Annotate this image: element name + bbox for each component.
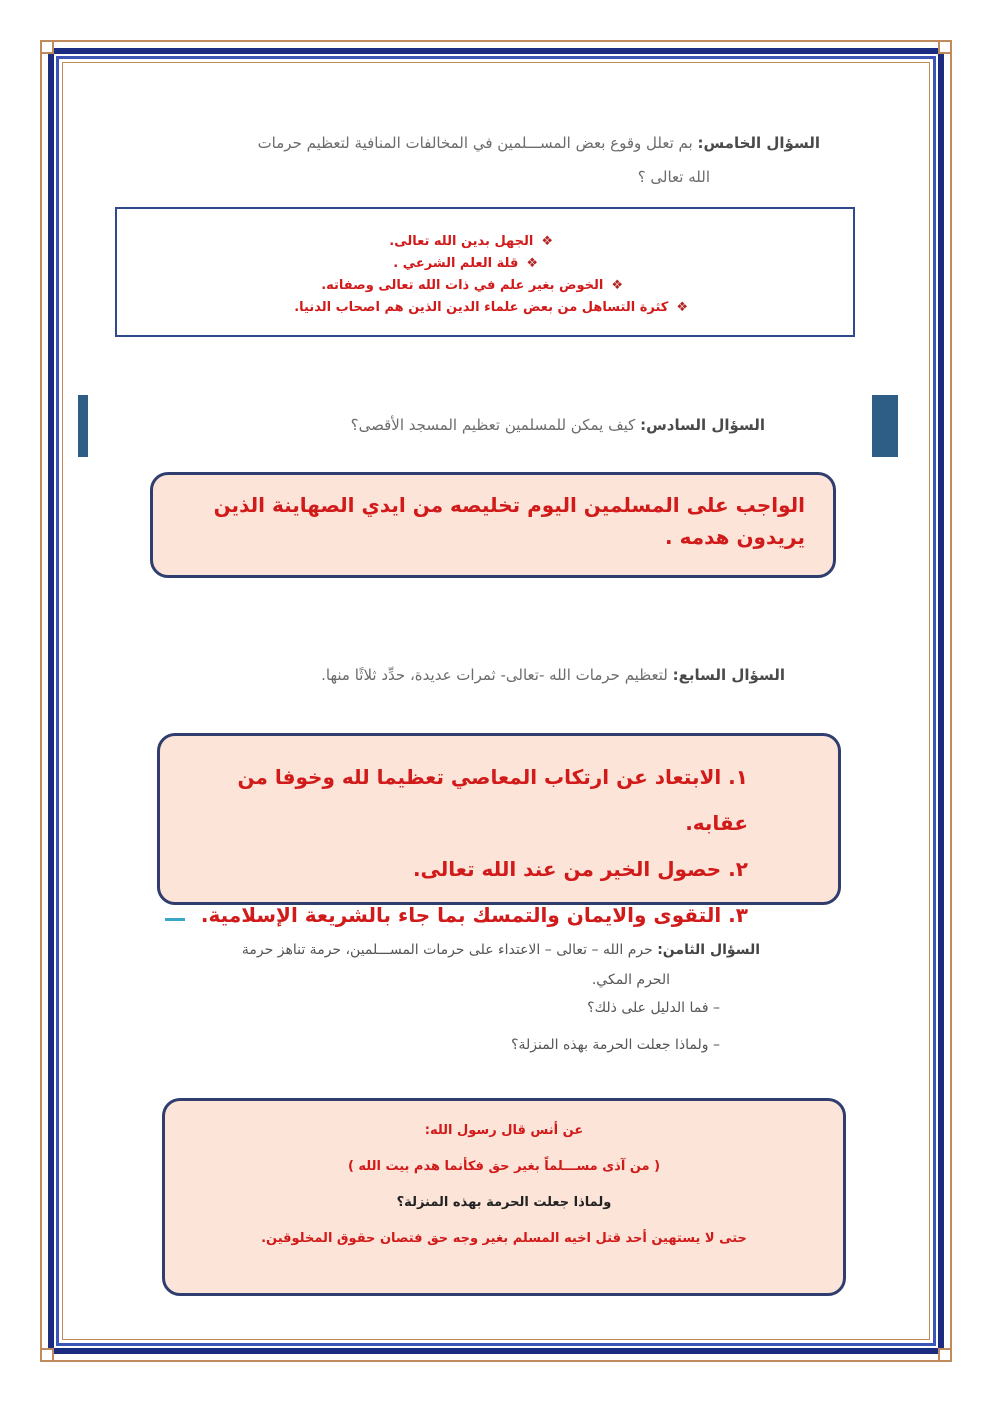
bullet-icon: ❖ (676, 300, 688, 315)
bullet-icon: ❖ (611, 278, 623, 293)
accent-line (165, 918, 185, 921)
q6-title-label: السؤال السادس: (640, 416, 765, 434)
q7-title-label: السؤال السابع: (672, 666, 785, 684)
list-item: ٣. التقوى والايمان والتمسك بما جاء بالشريعة الإسلامية. (200, 903, 748, 927)
q7-title (240, 658, 785, 692)
q5-title-label: السؤال الخامس: (697, 134, 820, 152)
q8-title (200, 935, 760, 995)
q6-answer: الواجب على المسلمين اليوم تخليصه من ايدي الصهاينة الذين يريدون هدمه . (213, 493, 805, 549)
list-item: ❖الجهل بدين الله تعالى. (389, 234, 553, 249)
q8-answer-line-2: ( من آذى مســـلماً بغير حق فكأنما هدم بيت الله ) (347, 1159, 661, 1174)
list-item: ❖الخوض بغير علم في ذات الله تعالى وصفاته. (321, 278, 623, 293)
q5-answer-box (115, 207, 855, 337)
list-item: ١. الابتعاد عن ارتكاب المعاصي تعظيما لله وخوفا من عقابه. (237, 765, 748, 835)
q5-title-text: بم تعلل وقوع بعض المســـلمين في المخالفات المنافية لتعظيم حرمات (257, 134, 693, 152)
list-item: ❖قلة العلم الشرعي . (393, 256, 538, 271)
decorative-bar-right (872, 395, 898, 457)
q8-title-label: السؤال الثامن: (657, 942, 760, 958)
q8-sub-question-1: – فما الدليل على ذلك؟ (587, 1000, 720, 1016)
q5-title (200, 126, 820, 194)
q6-answer-box (150, 472, 836, 578)
q7-title-text: لتعظيم حرمات الله -تعالى- ثمرات عديدة، حدِّد ثلاثًا منها. (321, 666, 668, 684)
list-item: ٢. حصول الخير من عند الله تعالى. (412, 857, 748, 881)
q8-title-text-2: الحرم المكي. (591, 972, 670, 988)
q5-title-text-2: الله تعالى ؟ (637, 168, 710, 186)
decorative-bar-left (78, 395, 88, 457)
corner-ornament (40, 40, 54, 54)
corner-ornament (938, 40, 952, 54)
q6-title (300, 408, 765, 442)
bullet-icon: ❖ (526, 256, 538, 271)
q8-sub-question-2: – ولماذا جعلت الحرمة بهذه المنزلة؟ (511, 1037, 720, 1053)
q8-title-text: حرم الله – تعالى – الاعتداء على حرمات المســـلمين، حرمة تناهز حرمة (241, 942, 653, 958)
q8-answer-line-1: عن أنس قال رسول الله: (424, 1123, 584, 1138)
list-item: ❖كثرة التساهل من بعض علماء الدين الذين هم اصحاب الدنيا. (294, 300, 688, 315)
q8-answer-line-3: ولماذا جعلت الحرمة بهذه المنزلة؟ (396, 1195, 612, 1210)
corner-ornament (40, 1348, 54, 1362)
q6-title-text: كيف يمكن للمسلمين تعظيم المسجد الأقصى؟ (350, 416, 636, 434)
q7-answer-box (157, 733, 841, 927)
bullet-icon: ❖ (541, 234, 553, 249)
corner-ornament (938, 1348, 952, 1362)
q8-answer-line-4: حتى لا يستهين أحد قتل اخيه المسلم بغير وجه حق فتصان حقوق المخلوقين. (261, 1231, 747, 1246)
q8-answer-box (162, 1098, 846, 1296)
